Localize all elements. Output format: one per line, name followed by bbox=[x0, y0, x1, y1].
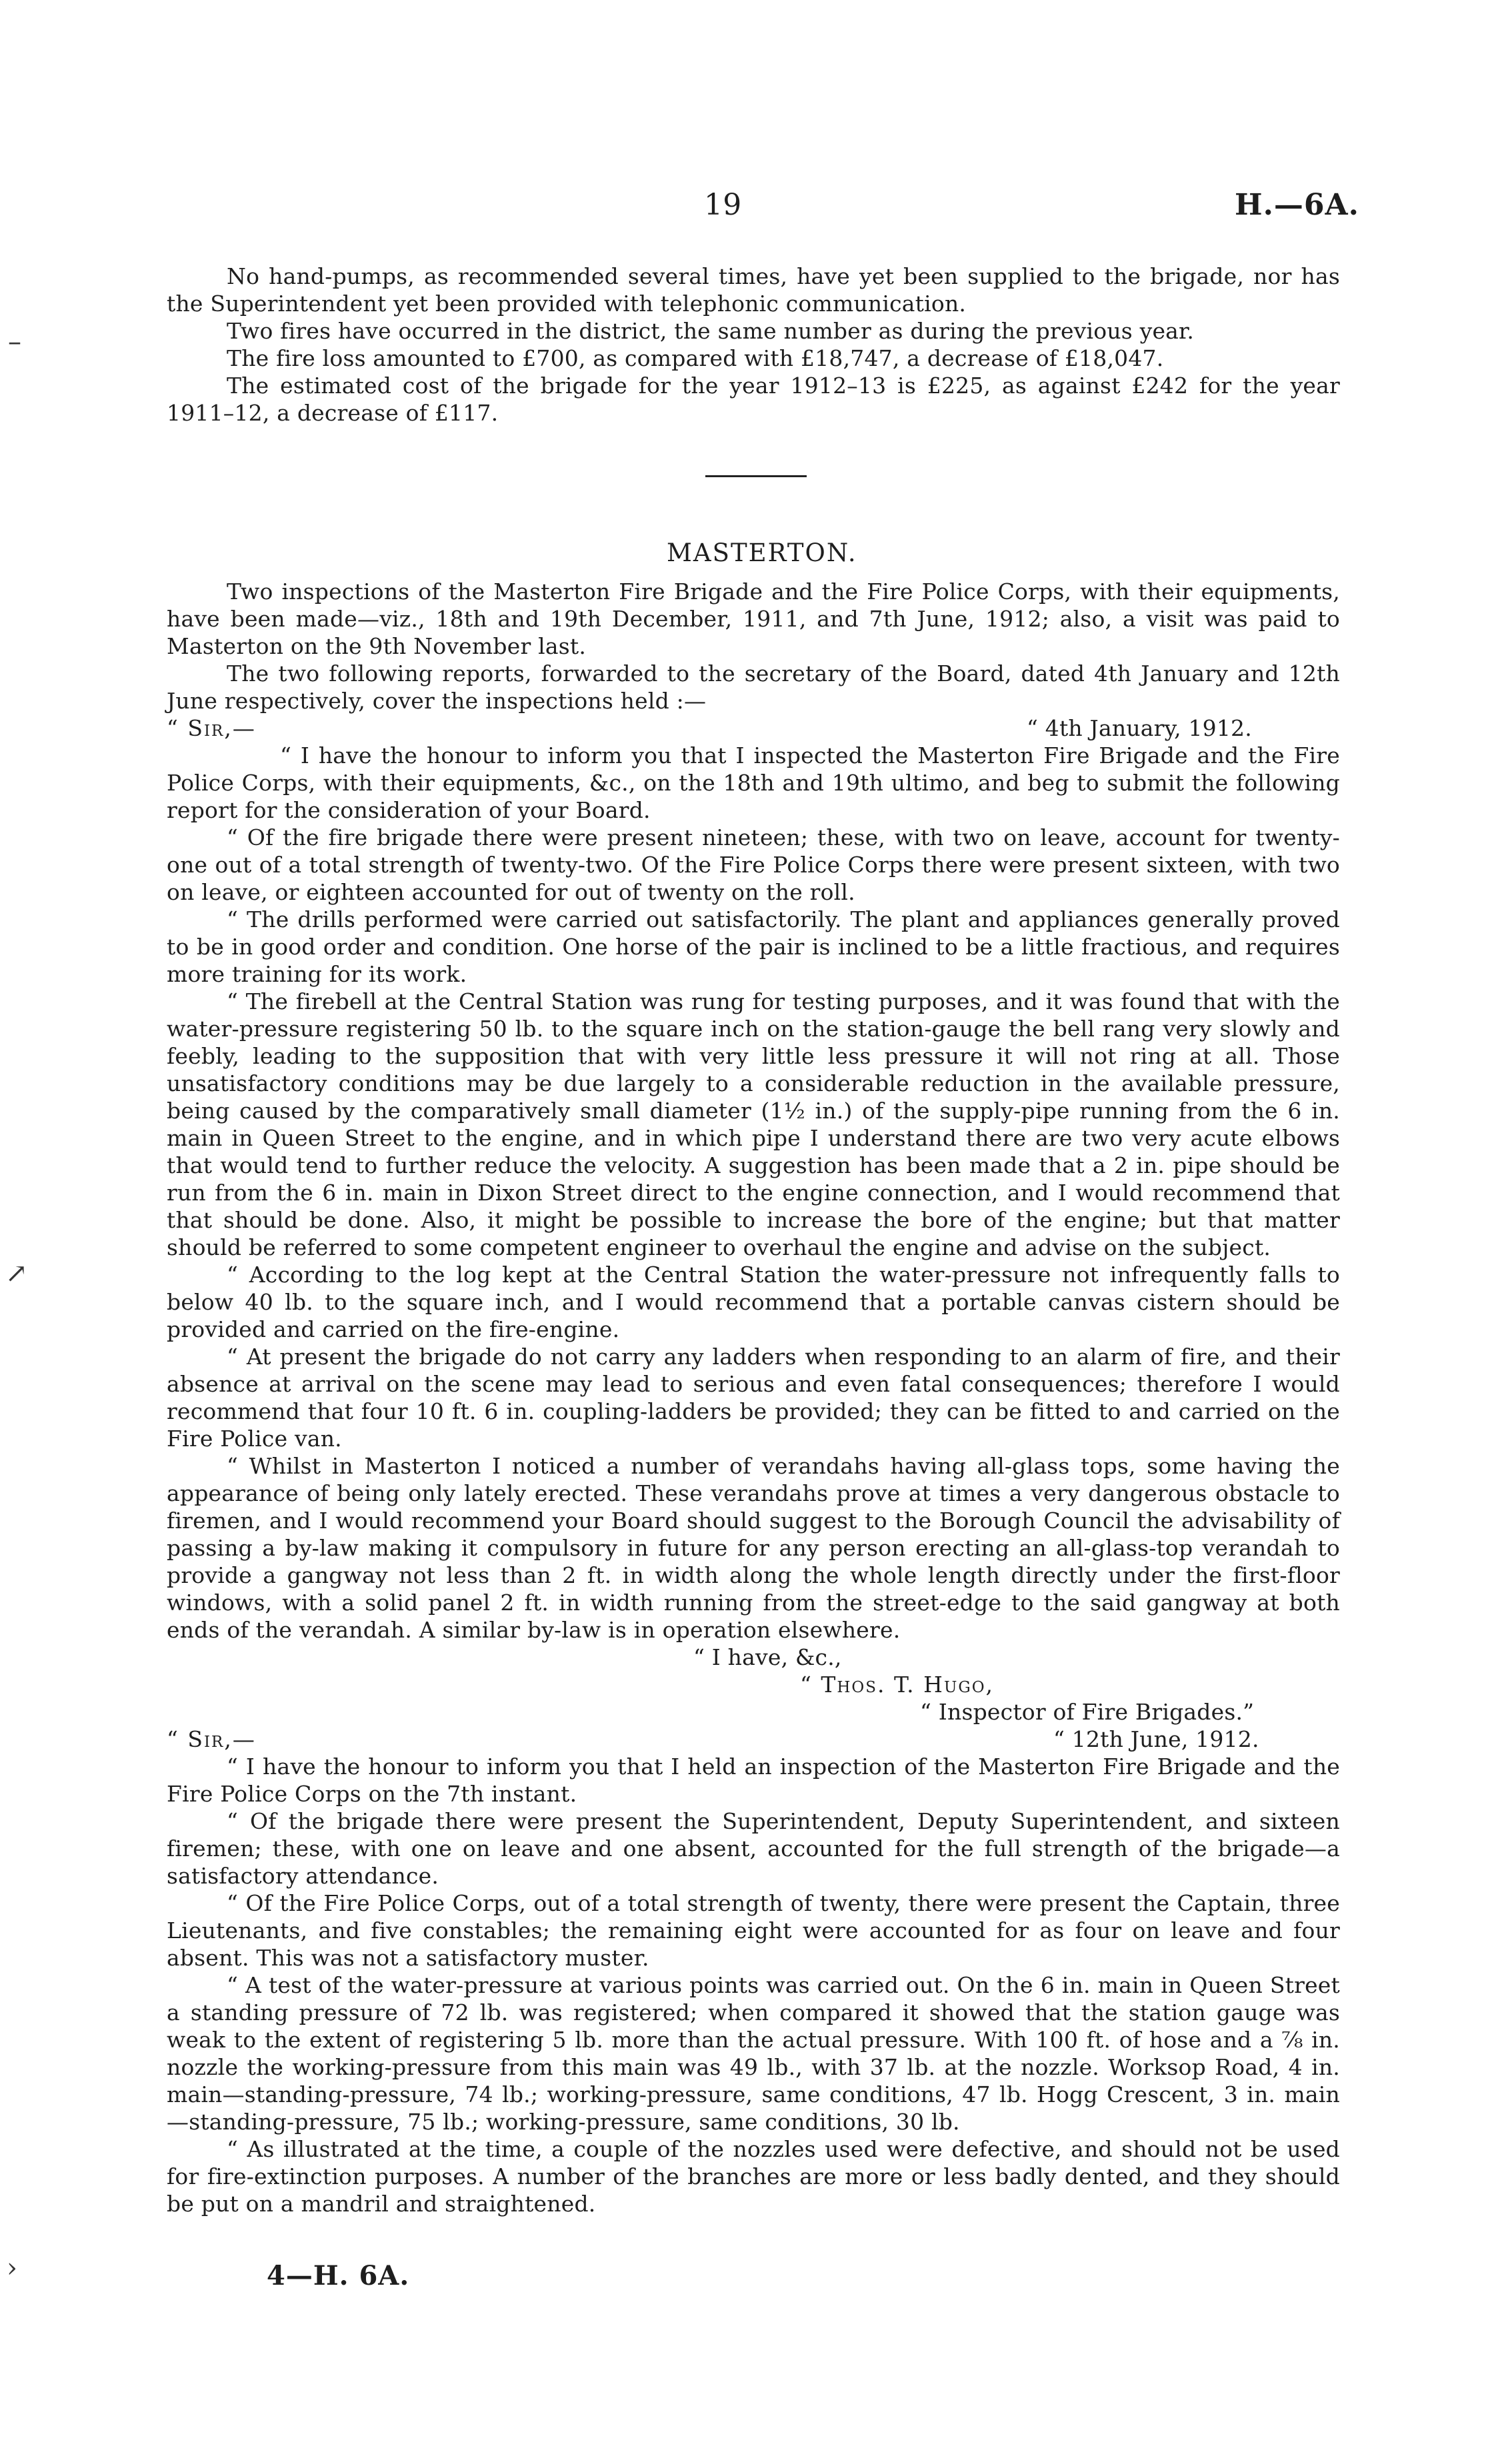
letter1-paragraph: “ At present the brigade do not carry any ladders when responding to an alarm of fire, and their absence at arrival on the scene may lead to serious and even fatal consequences; therefore I would recommend that four 10 ft. 6 in. coupling-ladders be provided; they can be fitted to and carried on the Fire Police van. bbox=[167, 1344, 1340, 1452]
letter1-header bbox=[167, 714, 1340, 742]
letter1-paragraph: “ According to the log kept at the Central Station the water-pressure not infrequently falls to below 40 lb. to the square inch, and I would recommend that a portable canvas cistern should be provided and carried on the fire-engine. bbox=[167, 1262, 1340, 1342]
margin-scratch-mark: › bbox=[7, 2253, 18, 2283]
document-reference: H.—6A. bbox=[1235, 188, 1359, 222]
letter1-paragraph: “ The firebell at the Central Station was rung for testing purposes, and it was found that with the water-pressure registering 50 lb. to the square inch on the station-gauge the bell rang very slowly and feebly, leading to the supposition that with very little less pressure it will not ring at all. Those unsatisfactory conditions may be due largely to a considerable reduction in the available pressure, being caused by the comparatively small diameter (1½ in.) of the supply-pipe running from the 6 in. main in Queen Street to the engine, and in which pipe I understand there are two very acute elbows that would tend to further reduce the velocity. A suggestion has been made that a 2 in. pipe should be run from the 6 in. main in Dixon Street direct to the engine connection, and I would recommend that that should be done. Also, it might be possible to increase the bore of the engine; but that matter should be referred to some competent engineer to overhaul the engine and advise on the subject. bbox=[167, 988, 1340, 1260]
intro-paragraph: The estimated cost of the brigade for the year 1912–13 is £225, as against £242 for the year 1911–12, a decrease of £117. bbox=[167, 373, 1340, 426]
page-number: 19 bbox=[704, 188, 742, 222]
letter1-salutation: “ Sir,— bbox=[167, 715, 256, 741]
letter1-closing: “ I have, &c., bbox=[693, 1644, 842, 1670]
masterton-section bbox=[167, 578, 1340, 2217]
letter1-signature-title: “ Inspector of Fire Brigades.” bbox=[920, 1699, 1255, 1725]
signature-mark: 4—H. 6A. bbox=[267, 2260, 410, 2291]
intro-paragraph: Two fires have occurred in the district, the same number as during the previous year. bbox=[227, 318, 1195, 344]
section-divider bbox=[705, 475, 807, 477]
letter1-signature-name: “ Thos. T. Hugo, bbox=[800, 1672, 995, 1698]
letter2-header bbox=[167, 1726, 1340, 1753]
margin-dash-mark: – bbox=[8, 327, 22, 357]
letter2-paragraph: “ As illustrated at the time, a couple of the nozzles used were defective, and should not be used for fire-extinction purposes. A number of the branches are more or less badly dented, and they should be put on a mandril and straightened. bbox=[167, 2136, 1340, 2217]
section-paragraph: The two following reports, forwarded to the secretary of the Board, dated 4th January and 12th June respectively, cover the inspections held :— bbox=[167, 660, 1340, 714]
letter2-paragraph: “ I have the honour to inform you that I held an inspection of the Masterton Fire Brigade and the Fire Police Corps on the 7th instant. bbox=[167, 1754, 1340, 1807]
letter2-paragraph: “ A test of the water-pressure at various points was carried out. On the 6 in. main in Queen Street a standing pressure of 72 lb. was registered; when compared it showed that the station gauge was weak to the extent of registering 5 lb. more than the actual pressure. With 100 ft. of hose and a ⅞ in. nozzle the working-pressure from this main was 49 lb., with 37 lb. at the nozzle. Worksop Road, 4 in. main—standing-pressure, 74 lb.; working-pressure, same conditions, 47 lb. Hogg Crescent, 3 in. main—standing-pressure, 75 lb.; working-pressure, same conditions, 30 lb. bbox=[167, 1972, 1340, 2135]
intro-paragraph: No hand-pumps, as recommended several times, have yet been supplied to the brigade, nor has the Superintendent yet been provided with telephonic communication. bbox=[167, 263, 1340, 317]
letter1-paragraph: “ Of the fire brigade there were present nineteen; these, with two on leave, account for twenty-one out of a total strength of twenty-two. Of the Fire Police Corps there were present sixteen, with two on leave, or eighteen accounted for out of twenty on the roll. bbox=[167, 824, 1340, 905]
letter1-date: “ 4th January, 1912. bbox=[1027, 715, 1252, 741]
letter2-paragraph: “ Of the brigade there were present the Superintendent, Deputy Superintendent, and sixteen firemen; these, with one on leave and one absent, accounted for the full strength of the brigade—a satisfactory attendance. bbox=[167, 1808, 1340, 1889]
letter1-paragraph: “ I have the honour to inform you that I inspected the Masterton Fire Brigade and the Fire Police Corps, with their equipments, &c., on the 18th and 19th ultimo, and beg to submit the following report for the consideration of your Board. bbox=[167, 742, 1340, 823]
section-paragraph: Two inspections of the Masterton Fire Brigade and the Fire Police Corps, with their equipments, have been made—viz., 18th and 19th December, 1911, and 7th June, 1912; also, a visit was paid to Masterton on the 9th November last. bbox=[167, 579, 1340, 659]
letter1-paragraph: “ The drills performed were carried out satisfactorily. The plant and appliances generally proved to be in good order and condition. One horse of the pair is inclined to be a little fractious, and requires more training for its work. bbox=[167, 906, 1340, 987]
letter2-date: “ 12th June, 1912. bbox=[1053, 1726, 1259, 1752]
letter1-paragraph: “ Whilst in Masterton I noticed a number of verandahs having all-glass tops, some having the appearance of being only lately erected. These verandahs prove at times a very dangerous obstacle to firemen, and I would recommend your Board should suggest to the Borough Council the advisability of passing a by-law making it compulsory in future for any person erecting an all-glass-top verandah to provide a gangway not less than 2 ft. in width along the whole length directly under the first-floor windows, with a solid panel 2 ft. in width running from the street-edge to the said gangway at both ends of the verandah. A similar by-law is in operation elsewhere. bbox=[167, 1453, 1340, 1643]
intro-paragraph: The fire loss amounted to £700, as compared with £18,747, a decrease of £18,047. bbox=[227, 345, 1164, 371]
letter2-paragraph: “ Of the Fire Police Corps, out of a total strength of twenty, there were present the Captain, three Lieutenants, and five constables; the remaining eight were accounted for as four on leave and four absent. This was not a satisfactory muster. bbox=[167, 1890, 1340, 1971]
intro-section bbox=[167, 263, 1340, 427]
section-title: MASTERTON. bbox=[667, 539, 857, 567]
margin-pointer-mark: ↗ bbox=[5, 1258, 28, 1289]
letter2-salutation: “ Sir,— bbox=[167, 1726, 256, 1752]
